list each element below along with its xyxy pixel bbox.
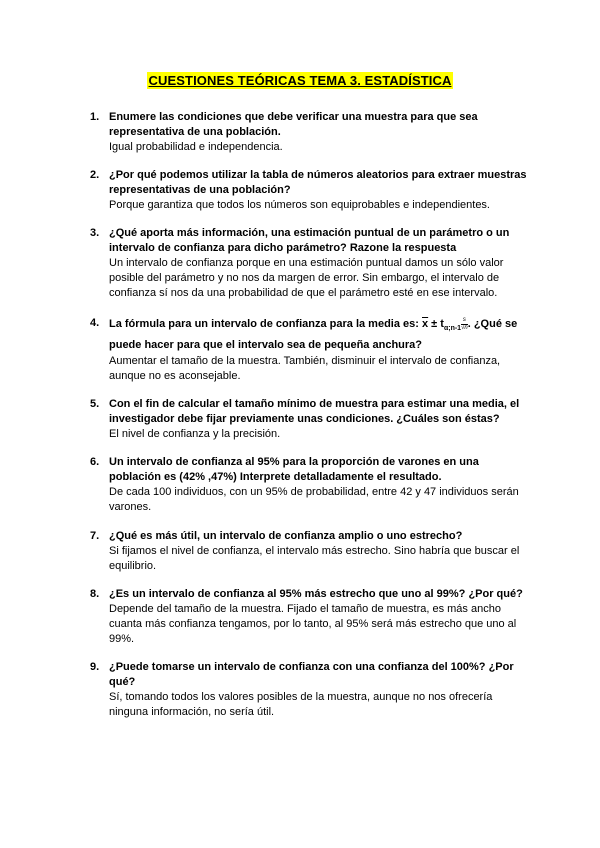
question-item-4 bbox=[90, 316, 530, 384]
question-number: 8. bbox=[90, 588, 100, 600]
answer-text: Igual probabilidad e independencia. bbox=[109, 141, 283, 153]
answer-text: Depende del tamaño de la muestra. Fijado el tamaño de muestra, es más ancho cuanta más confianza tengamos, por lo tanto, al 95% será más estrecho que uno al 99%. bbox=[109, 603, 517, 645]
question-text: Con el fin de calcular el tamaño mínimo de muestra para estimar una media, el investigador debe fijar previamente unas condiciones. ¿Cuáles son éstas? bbox=[109, 398, 520, 425]
question-number: 1. bbox=[90, 111, 100, 123]
formula-numerator: s bbox=[462, 316, 466, 323]
formula-fraction bbox=[461, 317, 468, 332]
question-item-1 bbox=[90, 110, 530, 155]
question-number: 9. bbox=[90, 661, 100, 673]
answer-text: Si fijamos el nivel de confianza, el intervalo más estrecho. Sino habría que buscar el equilibrio. bbox=[109, 545, 520, 572]
question-number: 2. bbox=[90, 169, 100, 181]
question-text: ¿Qué aporta más información, una estimación puntual de un parámetro o un intervalo de confianza para dicho parámetro? Razone la respuesta bbox=[109, 227, 510, 254]
question-text: ¿Es un intervalo de confianza al 95% más estrecho que uno al 99%? ¿Por qué? bbox=[109, 588, 523, 600]
question-text: ¿Qué es más útil, un intervalo de confianza amplio o uno estrecho? bbox=[109, 530, 463, 542]
question-number: 5. bbox=[90, 398, 100, 410]
question-text-after-formula: . ¿Qué se puede hacer para que el intervalo sea de pequeña anchura? bbox=[109, 318, 518, 352]
title-text: CUESTIONES TEÓRICAS TEMA 3. ESTADÍSTICA bbox=[148, 73, 452, 88]
question-text: ¿Por qué podemos utilizar la tabla de números aleatorios para extraer muestras representativas de una población? bbox=[109, 169, 527, 196]
question-item-8 bbox=[90, 587, 530, 647]
question-number: 4. bbox=[90, 317, 100, 329]
answer-text: Aumentar el tamaño de la muestra. También, disminuir el intervalo de confianza, aunque no es aconsejable. bbox=[109, 355, 501, 383]
formula-pm-t: ± t bbox=[428, 318, 444, 330]
question-item-3 bbox=[90, 226, 530, 301]
question-item-9 bbox=[90, 660, 530, 720]
formula-xbar: $\overline{x}$ bbox=[422, 318, 429, 330]
answer-text: Porque garantiza que todos los números son equiprobables e independientes. bbox=[109, 199, 490, 211]
question-text: Enumere las condiciones que debe verificar una muestra para que sea representativa de una población. bbox=[109, 111, 478, 138]
formula-denominator: √n bbox=[461, 324, 468, 331]
question-number: 6. bbox=[90, 456, 100, 468]
question-text bbox=[109, 316, 530, 354]
confidence-interval-formula bbox=[422, 316, 468, 333]
question-item-7 bbox=[90, 529, 530, 574]
answer-text: Sí, tomando todos los valores posibles de la muestra, aunque no nos ofrecería ninguna información, no sería útil. bbox=[109, 691, 493, 718]
question-item-5 bbox=[90, 397, 530, 442]
question-number: 3. bbox=[90, 227, 100, 239]
question-text: ¿Puede tomarse un intervalo de confianza con una confianza del 100%? ¿Por qué? bbox=[109, 661, 514, 688]
question-text: Un intervalo de confianza al 95% para la proporción de varones en una población es (42% ,47%) Interprete detalladamente el resultado. bbox=[109, 456, 479, 483]
formula-subscript: α;n-1 bbox=[443, 325, 462, 333]
answer-text: De cada 100 individuos, con un 95% de probabilidad, entre 42 y 47 individuos serán varones. bbox=[109, 486, 519, 513]
answer-text: El nivel de confianza y la precisión. bbox=[109, 428, 281, 440]
answer-text: Un intervalo de confianza porque en una estimación puntual damos un sólo valor posible del parámetro y no nos da margen de error. Sin embargo, el intervalo de confianza sí nos da una probabilidad de que el parámetro esté en ese intervalo. bbox=[109, 257, 504, 299]
question-number: 7. bbox=[90, 530, 100, 542]
question-text-before-formula: La fórmula para un intervalo de confianza para la media es: bbox=[109, 318, 419, 330]
question-item-2 bbox=[90, 168, 530, 213]
question-item-6 bbox=[90, 455, 530, 515]
document-title bbox=[0, 72, 600, 90]
